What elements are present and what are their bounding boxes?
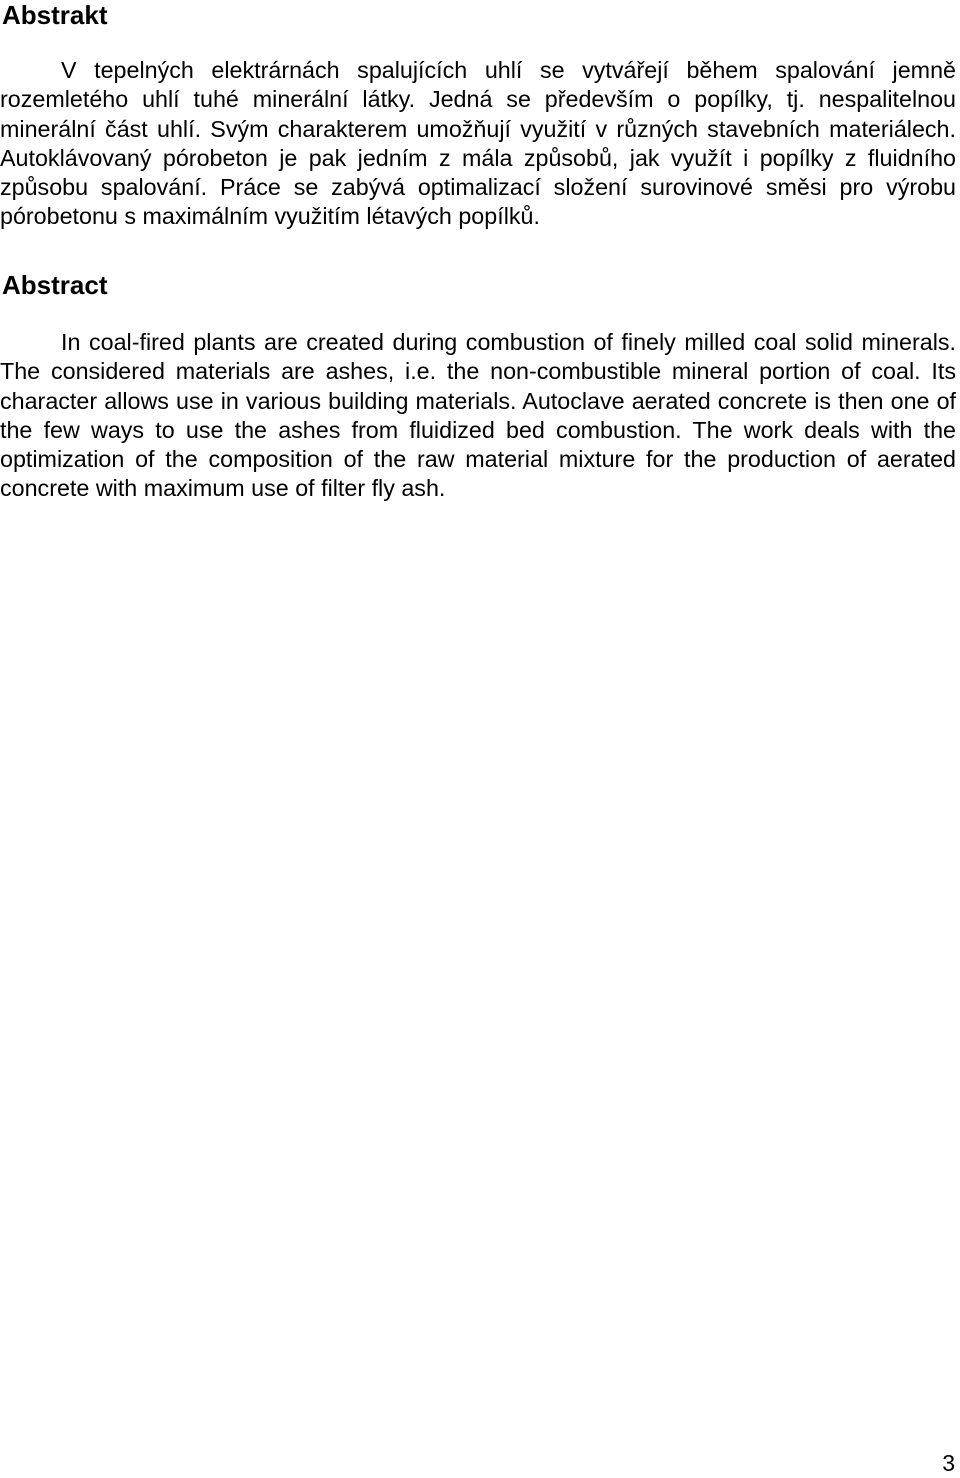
- abstrakt-heading: Abstrakt: [2, 0, 108, 30]
- abstract-heading: Abstract: [2, 270, 108, 300]
- page-number: 3: [942, 1450, 955, 1476]
- abstract-paragraph: In coal-fired plants are created during combustion of finely milled coal solid minerals. The considered materials are ashes, i.e. the non-combustible mineral portion of coal. Its character allows use in various building materials. Autoclave aerated concrete is then one of the few ways to use the ashes from fluidized bed combustion. The work deals with the optimization of the composition of the raw material mixture for the production of aerated concrete with maximum use of filter fly ash.: [0, 329, 956, 502]
- abstrakt-paragraph: V tepelných elektrárnách spalujících uhlí se vytvářejí během spalování jemně rozemletého uhlí tuhé minerální látky. Jedná se především o popílky, tj. nespalitelnou minerální část uhlí. Svým charakterem umožňují využití v různých stavebních materiálech. Autoklávovaný pórobeton je pak jedním z mála způsobů, jak využít i popílky z fluidního způsobu spalování. Práce se zabývá optimalizací složení surovinové směsi pro výrobu pórobetonu s maximálním využitím létavých popílků.: [0, 57, 956, 230]
